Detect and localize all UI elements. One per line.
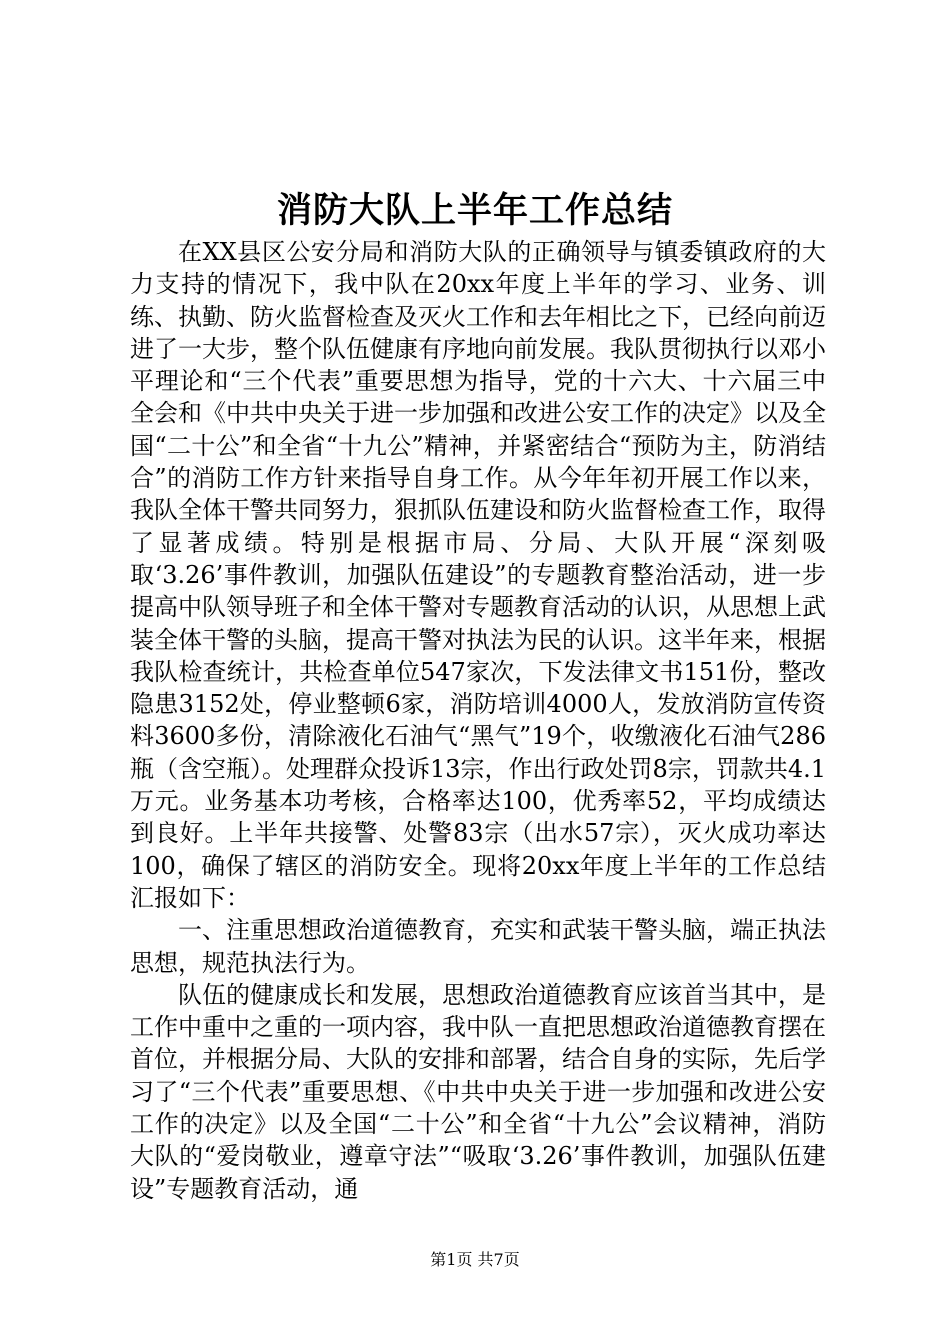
section-heading-1: 一、注重思想政治道德教育，充实和武装干警头脑，端正执法思想，规范执法行为。	[130, 916, 826, 977]
body-paragraph-intro: 在XX县区公安分局和消防大队的正确领导与镇委镇政府的大力支持的情况下，我中队在20xx年度上半年的学习、业务、训练、执勤、防火监督检查及灭火工作和去年相比之下，已经向前迈进了一大步，整个队伍健康有序地向前发展。我队贯彻执行以邓小平理论和“三个代表”重要思想为指导，党的十六大、十六届三中全会和《中共中央关于进一步加强和改进公安工作的决定》以及全国“二十公”和全省“十九公”精神，并紧密结合“预防为主，防消结合”的消防工作方针来指导自身工作。从今年年初开展工作以来，我队全体干警共同努力，狠抓队伍建设和防火监督检查工作，取得了显著成绩。特别是根据市局、分局、大队开展“深刻吸取‘3.26’事件教训，加强队伍建设”的专题教育整治活动，进一步提高中队领导班子和全体干警对专题教育活动的认识，从思想上武装全体干警的头脑，提高干警对执法为民的认识。这半年来，根据我队检查统计，共检查单位547家次，下发法律文书151份，整改隐患3152处，停业整顿6家，消防培训4000人，发放消防宣传资料3600多份，清除液化石油气“黑气”19个，收缴液化石油气286瓶（含空瓶）。处理群众投诉13宗，作出行政处罚8宗，罚款共4.1万元。业务基本功考核，合格率达100，优秀率52，平均成绩达到良好。上半年共接警、处警83宗（出水57宗），灭火成功率达100，确保了辖区的消防安全。现将20xx年度上半年的工作总结汇报如下：	[130, 238, 826, 912]
document-body	[130, 236, 826, 1203]
document-title: 消防大队上半年工作总结	[276, 190, 673, 231]
body-paragraph-section-1: 队伍的健康成长和发展，思想政治道德教育应该首当其中，是工作中重中之重的一项内容，我中队一直把思想政治道德教育摆在首位，并根据分局、大队的安排和部署，结合自身的实际，先后学习了“三个代表”重要思想、《中共中央关于进一步加强和改进公安工作的决定》以及全国“二十公”和全省“十九公”会议精神，消防大队的“爱岗敬业，遵章守法”“吸取‘3.26’事件教训，加强队伍建设”专题教育活动，通	[130, 980, 826, 1203]
page-number-footer: 第1页 共7页	[430, 1250, 520, 1269]
